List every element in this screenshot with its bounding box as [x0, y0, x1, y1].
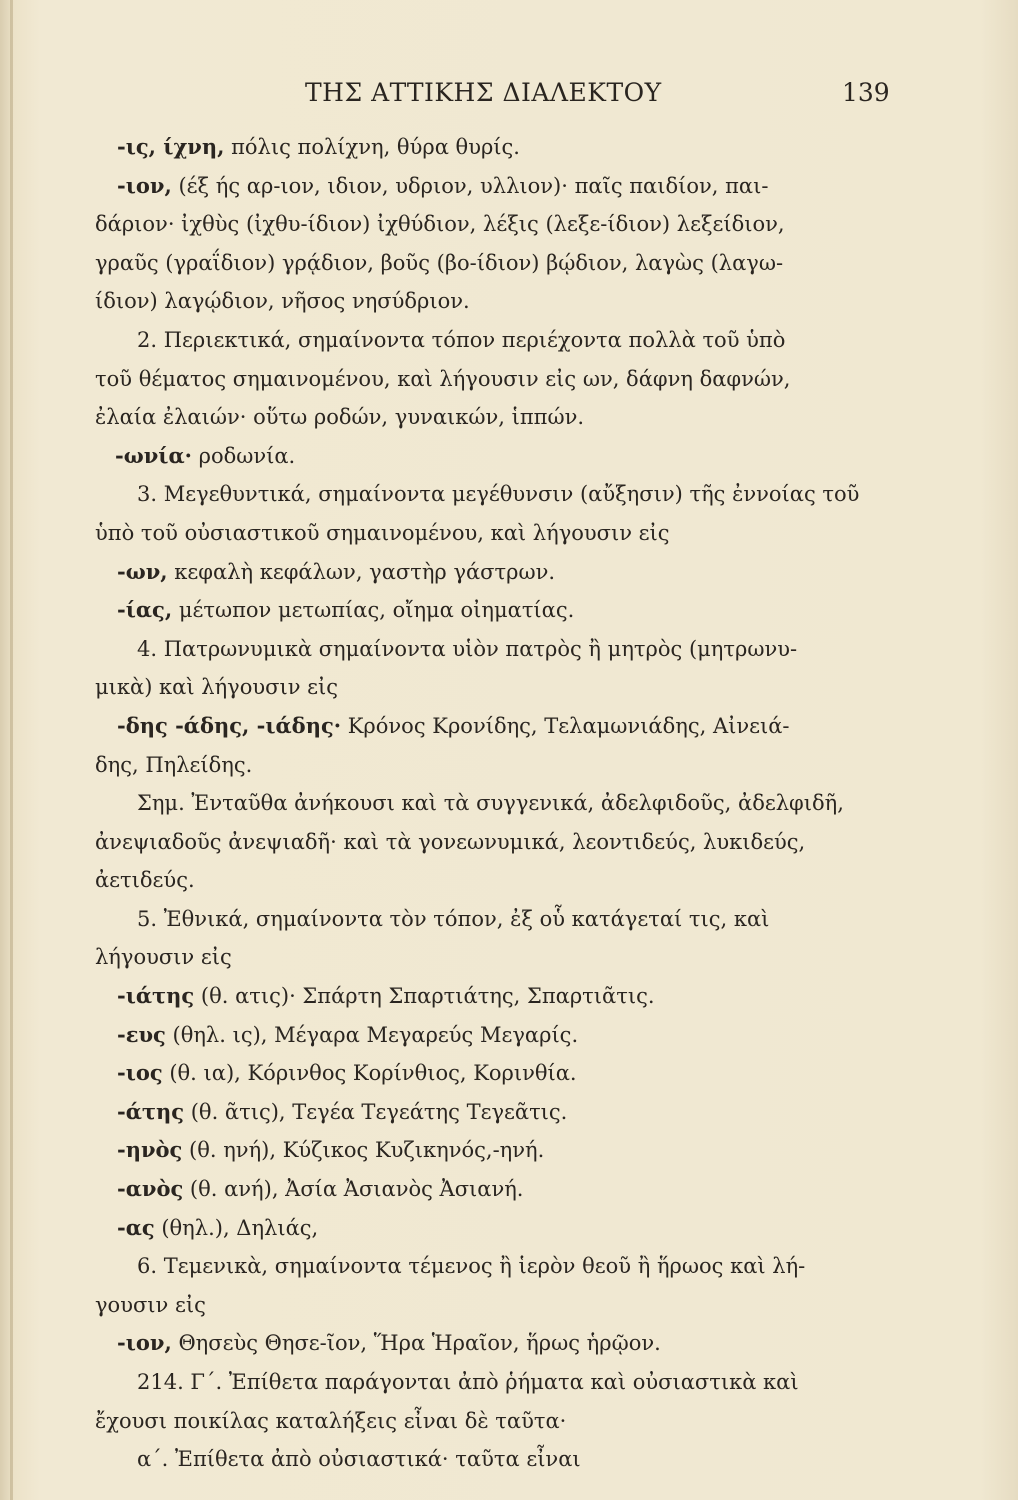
line-text: τοῦ θέματος σημαινομένου, καὶ λήγουσιν εἰς ων, δάφνη δαφνών,: [95, 366, 791, 391]
line-text: ίδιον) λαγῴδιον, νῆσος νησύδριον.: [95, 289, 470, 314]
text-line: [95, 1016, 895, 1055]
text-line: [95, 360, 895, 399]
line-text: Σημ. Ἐνταῦθα ἀνήκουσι καὶ τὰ συγγενικά, ἀδελφιδοῦς, ἀδελφιδῆ,: [137, 791, 844, 816]
line-text: (θ. ατις)· Σπάρτη Σπαρτιάτης, Σπαρτιᾶτις.: [194, 984, 655, 1009]
suffix-heading: -ιάτης: [117, 983, 195, 1009]
text-line: [95, 861, 895, 900]
line-text: ἀετιδεύς.: [95, 868, 195, 893]
text-line: [95, 128, 895, 167]
text-line: [95, 1286, 895, 1325]
text-line: [95, 167, 895, 206]
line-text: ἐλαία ἐλαιών· οὕτω ροδών, γυναικών, ἱππών.: [95, 405, 585, 430]
text-line: [95, 475, 895, 514]
line-text: (θ. ανή), Ἀσία Ἀσιανὸς Ἀσιανή.: [183, 1177, 524, 1202]
line-text: γουσιν εἰς: [95, 1292, 206, 1317]
line-text: ἔχουσι ποικίλας καταλήξεις εἶναι δὲ ταῦτα·: [95, 1408, 567, 1433]
line-text: (θ. ᾶτις), Τεγέα Τεγεάτης Τεγεᾶτις.: [184, 1099, 568, 1124]
line-text: 4. Πατρωνυμικὰ σημαίνοντα υἱὸν πατρὸς ἢ μητρὸς (μητρωνυ-: [137, 636, 798, 661]
line-text: κεφαλὴ κεφάλων, γαστὴρ γάστρων.: [167, 559, 556, 584]
text-line: [95, 938, 895, 977]
text-line: [95, 746, 895, 785]
text-line: [95, 398, 895, 437]
running-title: ΤΗΣ ΑΤΤΙΚΗΣ ΔΙΑΛΕΚΤΟΥ: [305, 78, 662, 107]
line-text: ροδωνία.: [191, 443, 296, 468]
line-text: (θηλ.), Δηλιάς,: [154, 1215, 319, 1240]
line-text: 5. Ἐθνικά, σημαίνοντα τὸν τόπον, ἐξ οὗ κατάγεταί τις, καὶ: [137, 906, 770, 931]
line-text: α΄. Ἐπίθετα ἀπὸ οὐσιαστικά· ταῦτα εἶναι: [137, 1447, 581, 1472]
text-line: [95, 823, 895, 862]
suffix-heading: -δης -άδης, -ιάδης·: [117, 712, 342, 738]
suffix-heading: -ηνὸς: [117, 1137, 183, 1163]
text-line: [95, 668, 895, 707]
line-text: (θ. ηνή), Κύζικος Κυζικηνός,-ηνή.: [182, 1138, 545, 1163]
text-line: [95, 514, 895, 553]
text-line: [95, 1054, 895, 1093]
text-line: [95, 1440, 895, 1479]
suffix-heading: -άτης: [117, 1098, 185, 1124]
page-header: [0, 78, 1018, 118]
line-text: ὑπὸ τοῦ οὐσιαστικοῦ σημαινομένου, καὶ λήγουσιν εἰς: [95, 520, 670, 545]
suffix-heading: -ιον,: [117, 1330, 172, 1356]
text-line: [95, 1363, 895, 1402]
line-text: πόλις πολίχνη, θύρα θυρίς.: [224, 135, 520, 159]
suffix-heading: -ας: [117, 1214, 155, 1240]
line-text: δης, Πηλείδης.: [95, 752, 253, 777]
line-text: 214. Γ΄. Ἐπίθετα παράγονται ἀπὸ ῥήματα καὶ οὐσιαστικὰ καὶ: [137, 1370, 799, 1394]
suffix-heading: -ιος: [117, 1060, 163, 1086]
line-text: (έξ ής αρ-ιον, ιδιον, υδριον, υλλιον)· παῖς παιδίον, παι-: [171, 173, 769, 198]
line-text: μικὰ) καὶ λήγουσιν εἰς: [95, 675, 339, 700]
text-line: [95, 1131, 895, 1170]
text-line: [95, 900, 895, 939]
suffix-heading: -ίας,: [117, 597, 173, 623]
text-line: [95, 591, 895, 630]
text-line: [95, 1324, 895, 1363]
line-text: 6. Τεμενικὰ, σημαίνοντα τέμενος ἢ ἱερὸν θεοῦ ἢ ἥρωος καὶ λή-: [137, 1254, 806, 1279]
text-line: [95, 977, 895, 1016]
text-line: [95, 437, 895, 476]
text-line: [95, 321, 895, 360]
text-line: [95, 630, 895, 669]
suffix-heading: -ωνία·: [115, 442, 192, 468]
text-line: [95, 1170, 895, 1209]
line-text: (θ. ια), Κόρινθος Κορίνθιος, Κορινθία.: [162, 1061, 577, 1086]
text-line: [95, 205, 895, 244]
text-line: [95, 1402, 895, 1441]
line-text: μέτωπον μετωπίας, οἴημα οἰηματίας.: [172, 598, 575, 623]
suffix-heading: -ιον,: [117, 172, 172, 198]
line-text: Κρόνος Κρονίδης, Τελαμωνιάδης, Αἰνειά-: [341, 713, 790, 738]
suffix-heading: -ευς: [117, 1021, 166, 1047]
text-line: [95, 553, 895, 592]
line-text: Θησεὺς Θησε-ῖον, Ἥρα Ἡραῖον, ἥρως ἡρῷον.: [171, 1331, 661, 1356]
line-text: 3. Μεγεθυντικά, σημαίνοντα μεγέθυνσιν (αὔξησιν) τῆς ἐννοίας τοῦ: [137, 482, 860, 507]
text-line: [95, 1093, 895, 1132]
line-text: 2. Περιεκτικά, σημαίνοντα τόπον περιέχοντα πολλὰ τοῦ ὑπὸ: [137, 327, 786, 352]
text-line: [95, 1247, 895, 1286]
text-line: [95, 1209, 895, 1248]
line-text: ἀνεψιαδοῦς ἀνεψιαδῆ· καὶ τὰ γονεωνυμικά, λεοντιδεύς, λυκιδεύς,: [95, 829, 806, 854]
text-line: [95, 707, 895, 746]
page-body-text: [95, 128, 895, 1479]
line-text: λήγουσιν εἰς: [95, 945, 232, 970]
line-text: (θηλ. ις), Μέγαρα Μεγαρεύς Μεγαρίς.: [165, 1022, 579, 1047]
suffix-heading: -ων,: [117, 558, 168, 584]
suffix-heading: -ανὸς: [117, 1176, 184, 1202]
line-text: γραῦς (γραΐδιον) γρᾴδιον, βοῦς (βο-ίδιον) βῴδιον, λαγὼς (λαγω-: [95, 250, 784, 275]
text-line: [95, 784, 895, 823]
page-number: 139: [842, 78, 890, 107]
suffix-heading: -ις, ίχνη,: [117, 134, 225, 159]
text-line: [95, 244, 895, 283]
line-text: δάριον· ἰχθὺς (ἰχθυ-ίδιον) ἰχθύδιον, λέξις (λεξε-ίδιον) λεξείδιον,: [95, 212, 785, 237]
page-spine-edge: [10, 0, 13, 1500]
text-line: [95, 282, 895, 321]
